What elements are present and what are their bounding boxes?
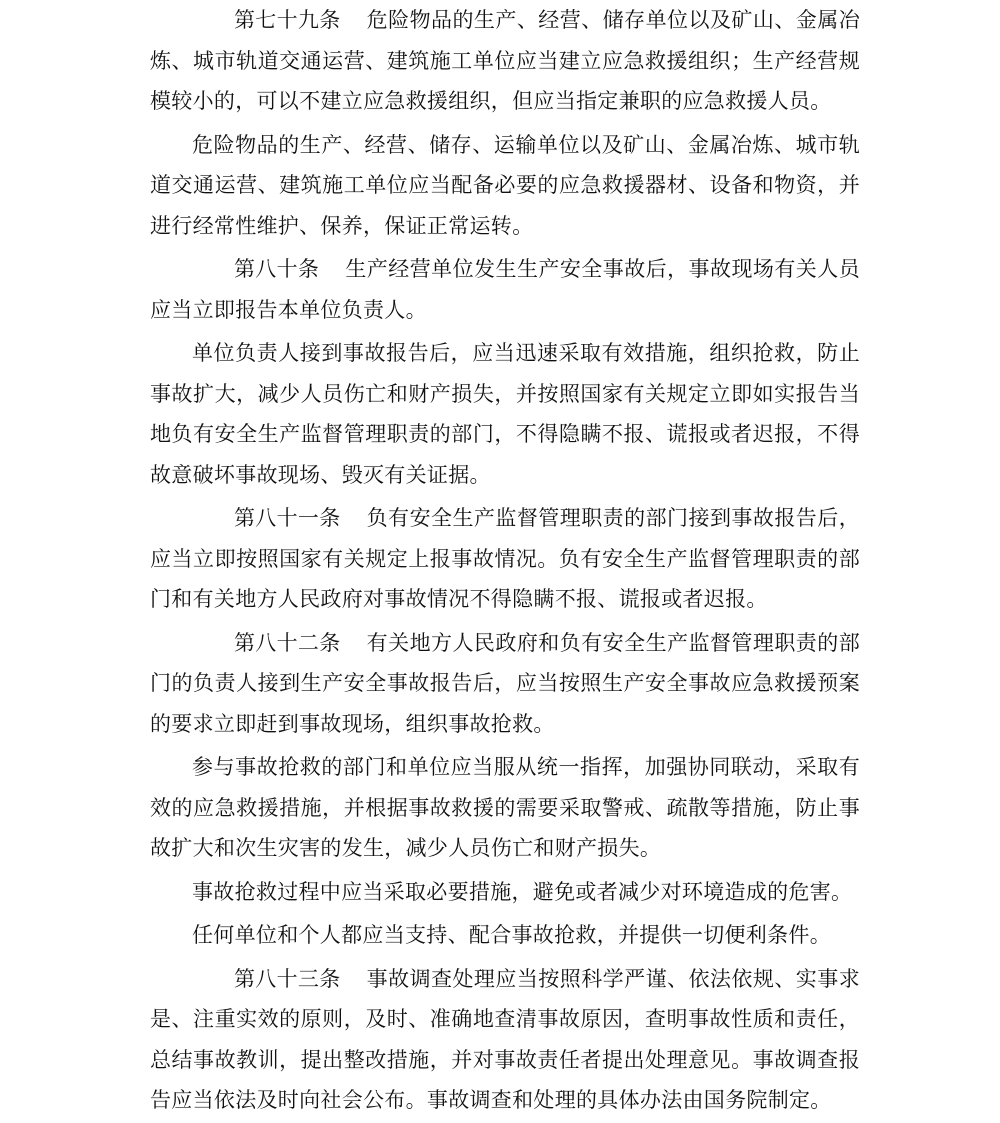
- paragraph-text: 参与事故抢救的部门和单位应当服从统一指挥，加强协同联动，采取有效的应急救援措施，并根据事故救援的需要采取警戒、疏散等措施，防止事故扩大和次生灾害的发生，减少人员伤亡和财产损失。: [150, 755, 860, 860]
- article-number: 第八十三条: [234, 966, 341, 991]
- paragraph-article-81: [150, 498, 860, 620]
- paragraph-article-82-part2: [150, 747, 860, 869]
- paragraph-article-82: [150, 623, 860, 745]
- paragraph-article-82-part3: [150, 872, 860, 913]
- paragraph-article-83: [150, 959, 860, 1121]
- paragraph-article-82-part4: [150, 915, 860, 956]
- article-number: 第七十九条: [234, 8, 341, 32]
- paragraph-text: 危险物品的生产、经营、储存、运输单位以及矿山、金属冶炼、城市轨道交通运营、建筑施工单位应当配备必要的应急救援器材、设备和物资，并进行经常性维护、保养，保证正常运转。: [150, 132, 860, 238]
- article-number: 第八十二条: [234, 630, 341, 655]
- paragraph-article-80: [150, 249, 860, 330]
- paragraph-text: 单位负责人接到事故报告后，应当迅速采取有效措施，组织抢救，防止事故扩大，减少人员伤亡和财产损失，并按照国家有关规定立即如实报告当地负有安全生产监督管理职责的部门，不得隐瞒不报、谎报或者迟报，不得故意破坏事故现场、毁灭有关证据。: [150, 341, 860, 487]
- article-number: 第八十一条: [234, 506, 341, 530]
- paragraph-text: 有关地方人民政府和负有安全生产监督管理职责的部门的负责人接到生产安全事故报告后，应当按照生产安全事故应急救援预案的要求立即赶到事故现场，组织事故抢救。: [150, 630, 860, 736]
- paragraph-article-79: [150, 0, 860, 122]
- paragraph-text: 生产经营单位发生生产安全事故后，事故现场有关人员应当立即报告本单位负责人。: [150, 257, 860, 322]
- paragraph-text: 负有安全生产监督管理职责的部门接到事故报告后，应当立即按照国家有关规定上报事故情况。负有安全生产监督管理职责的部门和有关地方人民政府对事故情况不得隐瞒不报、谎报或者迟报。: [150, 506, 860, 611]
- article-number: 第八十条: [234, 257, 320, 281]
- paragraph-text: 事故抢救过程中应当采取必要措施，避免或者减少对环境造成的危害。: [192, 879, 853, 904]
- paragraph-text: 危险物品的生产、经营、储存单位以及矿山、金属冶炼、城市轨道交通运营、建筑施工单位应当建立应急救援组织；生产经营规模较小的，可以不建立应急救援组织，但应当指定兼职的应急救援人员。: [150, 8, 860, 113]
- document-page: [150, 0, 860, 1121]
- paragraph-article-79-part2: [150, 125, 860, 247]
- paragraph-text: 任何单位和个人都应当支持、配合事故抢救，并提供一切便利条件。: [192, 923, 831, 947]
- paragraph-article-80-part2: [150, 333, 860, 495]
- paragraph-text: 事故调查处理应当按照科学严谨、依法依规、实事求是、注重实效的原则，及时、准确地查清事故原因，查明事故性质和责任，总结事故教训，提出整改措施，并对事故责任者提出处理意见。事故调查报告应当依法及时向社会公布。事故调查和处理的具体办法由国务院制定。: [150, 966, 860, 1112]
